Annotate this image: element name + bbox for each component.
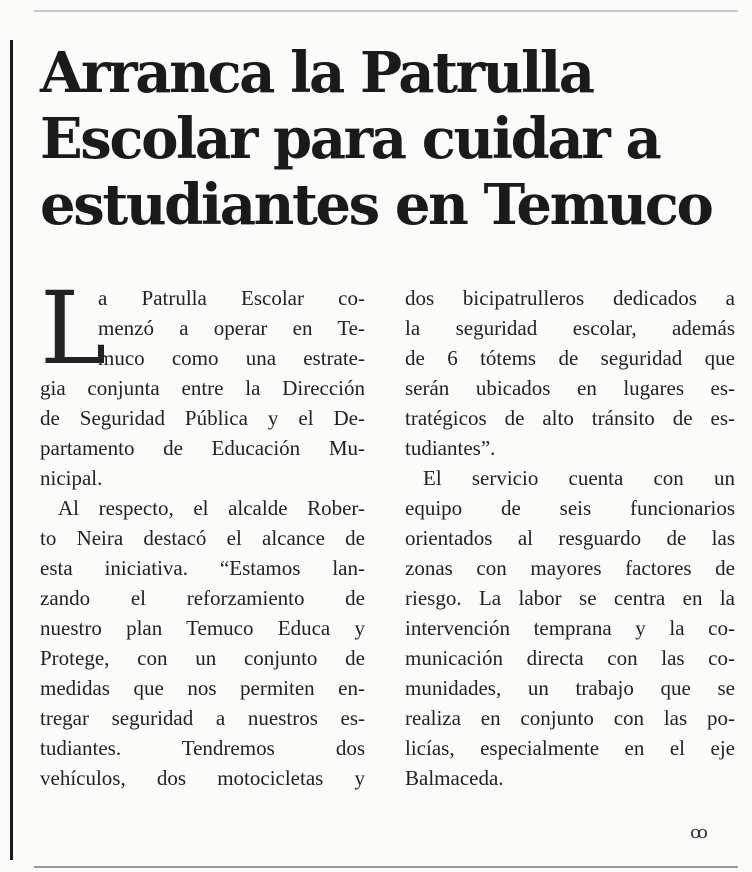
- body-line: esta iniciativa. “Estamos lan-: [40, 556, 365, 580]
- body-line: municación directa con las co-: [405, 646, 735, 670]
- body-line: serán ubicados en lugares es-: [405, 376, 735, 400]
- body-line: riesgo. La labor se centra en la: [405, 586, 735, 610]
- body-line: nuestro plan Temuco Educa y: [40, 616, 365, 640]
- body-line: licías, especialmente en el eje: [405, 736, 735, 760]
- headline-line: Arranca la Patrulla: [40, 40, 593, 106]
- body-line: Balmaceda.: [405, 766, 504, 790]
- body-line: gia conjunta entre la Dirección: [40, 376, 365, 400]
- body-line: tudiantes”.: [405, 436, 496, 460]
- body-line: zonas con mayores factores de: [405, 556, 735, 580]
- article-column-left: [40, 270, 365, 793]
- article-column-right: [405, 283, 735, 793]
- body-line: Al respecto, el alcalde Rober-: [58, 496, 365, 520]
- body-line: tratégicos de alto tránsito de es-: [405, 406, 735, 430]
- headline-line: estudiantes en Temuco: [40, 172, 712, 238]
- article-headline: [40, 40, 740, 238]
- body-line: dos bicipatrulleros dedicados a: [405, 286, 735, 310]
- headline-line: Escolar para cuidar a: [40, 106, 660, 172]
- body-line: partamento de Educación Mu-: [40, 436, 365, 460]
- top-rule: [34, 10, 738, 12]
- bottom-rule: [34, 866, 738, 868]
- body-line: orientados al resguardo de las: [405, 526, 735, 550]
- body-line: medidas que nos permiten en-: [40, 676, 365, 700]
- body-line: de Seguridad Pública y el De-: [40, 406, 365, 430]
- body-line: nicipal.: [40, 466, 103, 490]
- left-column-rule: [10, 40, 13, 860]
- body-line: la seguridad escolar, además: [405, 316, 735, 340]
- body-line: Protege, con un conjunto de: [40, 646, 365, 670]
- body-line: de 6 tótems de seguridad que: [405, 346, 735, 370]
- body-line: to Neira destacó el alcance de: [40, 526, 365, 550]
- body-line: menzó a operar en Te-: [98, 316, 365, 340]
- body-line: muco como una estrate-: [98, 346, 365, 370]
- body-line: tudiantes. Tendremos dos: [40, 736, 365, 760]
- body-line: realiza en conjunto con las po-: [405, 706, 735, 730]
- body-line: zando el reforzamiento de: [40, 586, 365, 610]
- body-line: a Patrulla Escolar co-: [98, 286, 365, 310]
- body-line: equipo de seis funcionarios: [405, 496, 735, 520]
- drop-cap: L: [40, 270, 107, 387]
- body-line: intervención temprana y la co-: [405, 616, 735, 640]
- body-line: El servicio cuenta con un: [423, 466, 735, 490]
- body-line: tregar seguridad a nuestros es-: [40, 706, 365, 730]
- body-line: vehículos, dos motocicletas y: [40, 766, 365, 790]
- article-end-mark-icon: ꝏ: [690, 822, 708, 843]
- body-line: munidades, un trabajo que se: [405, 676, 735, 700]
